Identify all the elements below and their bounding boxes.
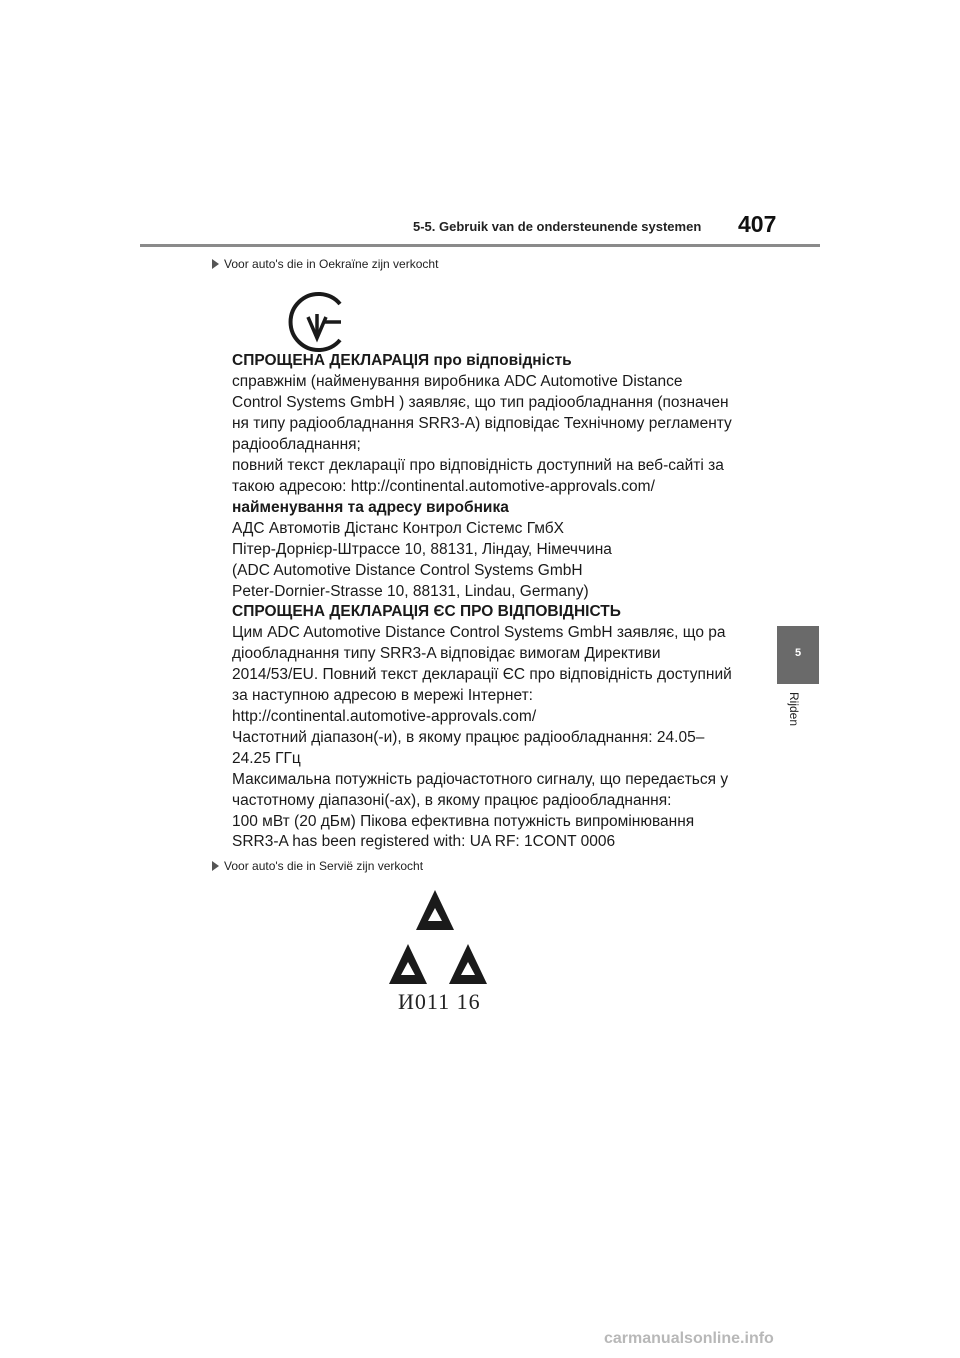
- declaration-line: (ADC Automotive Distance Control Systems GmbH: [232, 562, 583, 579]
- declaration-block-2: [232, 497, 742, 602]
- declaration-heading-2: найменування та адресу виробника: [232, 499, 509, 516]
- serbia-approval-code: И011 16: [398, 989, 481, 1014]
- declaration-line: справжнім (найменування виробника ADC Automotive Distance: [232, 373, 683, 390]
- declaration-line: ня типу радіообладнання SRR3-A) відповідає Технічному регламенту: [232, 415, 732, 432]
- declaration-line: Цим ADC Automotive Distance Control Systems GmbH заявляє, що ра: [232, 624, 726, 641]
- serbian-conformity-triangles-icon: [383, 888, 503, 988]
- declaration-line: Частотний діапазон(-и), в якому працює радіообладнання: 24.05–: [232, 729, 705, 746]
- ukrainian-conformity-mark-icon: [285, 290, 349, 354]
- declaration-line: повний текст декларації про відповідність доступний на веб-сайті за: [232, 457, 724, 474]
- serbia-bullet: [212, 859, 423, 873]
- ukraine-bullet: [212, 257, 438, 271]
- declaration-line: Control Systems GmbH ) заявляє, що тип радіообладнання (позначен: [232, 394, 729, 411]
- declaration-line: Пітер-Дорнієр-Штрассе 10, 88131, Ліндау, Німеччина: [232, 541, 612, 558]
- section-title: 5-5. Gebruik van de ondersteunende systemen: [413, 219, 702, 234]
- declaration-line: 2014/53/EU. Повний текст декларації ЄС про відповідність доступний: [232, 666, 732, 683]
- page-number: 407: [738, 211, 777, 237]
- declaration-block-1: [232, 350, 742, 497]
- declaration-line: радіообладнання;: [232, 436, 361, 453]
- triangle-bullet-icon: [212, 259, 219, 269]
- serbia-bullet-text: Voor auto's die in Servië zijn verkocht: [224, 859, 424, 873]
- declaration-line: Максимальна потужність радіочастотного сигналу, що передається у: [232, 771, 729, 788]
- registration-block: [232, 831, 742, 852]
- declaration-line: 100 мВт (20 дБм) Пікова ефективна потужність випромінювання: [232, 813, 695, 830]
- ukraine-bullet-text: Voor auto's die in Oekraïne zijn verkocht: [224, 257, 439, 271]
- declaration-line: за наступною адресою в мережі Інтернет:: [232, 687, 533, 704]
- chapter-label: Rijden: [787, 692, 801, 727]
- declaration-heading-3: СПРОЩЕНА ДЕКЛАРАЦІЯ ЄС ПРО ВІДПОВІДНІСТЬ: [232, 603, 621, 620]
- triangle-bullet-icon: [212, 861, 219, 871]
- declaration-line: http://continental.automotive-approvals.com/: [232, 708, 537, 725]
- declaration-line: такою адресою: http://continental.automotive-approvals.com/: [232, 478, 655, 495]
- header-divider: [140, 244, 820, 247]
- chapter-number: 5: [794, 647, 802, 659]
- declaration-block-3: [232, 601, 742, 832]
- chapter-label-container: [785, 692, 805, 742]
- chapter-tab[interactable]: [777, 626, 819, 684]
- declaration-heading-1: СПРОЩЕНА ДЕКЛАРАЦІЯ про відповідність: [232, 352, 572, 369]
- declaration-line: 24.25 ГГц: [232, 750, 301, 767]
- registration-line: SRR3-A has been registered with: UA RF: 1CONT 0006: [232, 833, 616, 850]
- declaration-line: частотному діапазоні(-ах), в якому працює радіообладнання:: [232, 792, 672, 809]
- declaration-line: АДС Автомотів Дістанс Контрол Сістемс ГмбХ: [232, 520, 564, 537]
- declaration-line: Peter-Dornier-Strasse 10, 88131, Lindau, Germany): [232, 583, 589, 600]
- declaration-line: діообладнання типу SRR3-A відповідає вимогам Директиви: [232, 645, 661, 662]
- watermark: carmanualsonline.info: [604, 1330, 774, 1347]
